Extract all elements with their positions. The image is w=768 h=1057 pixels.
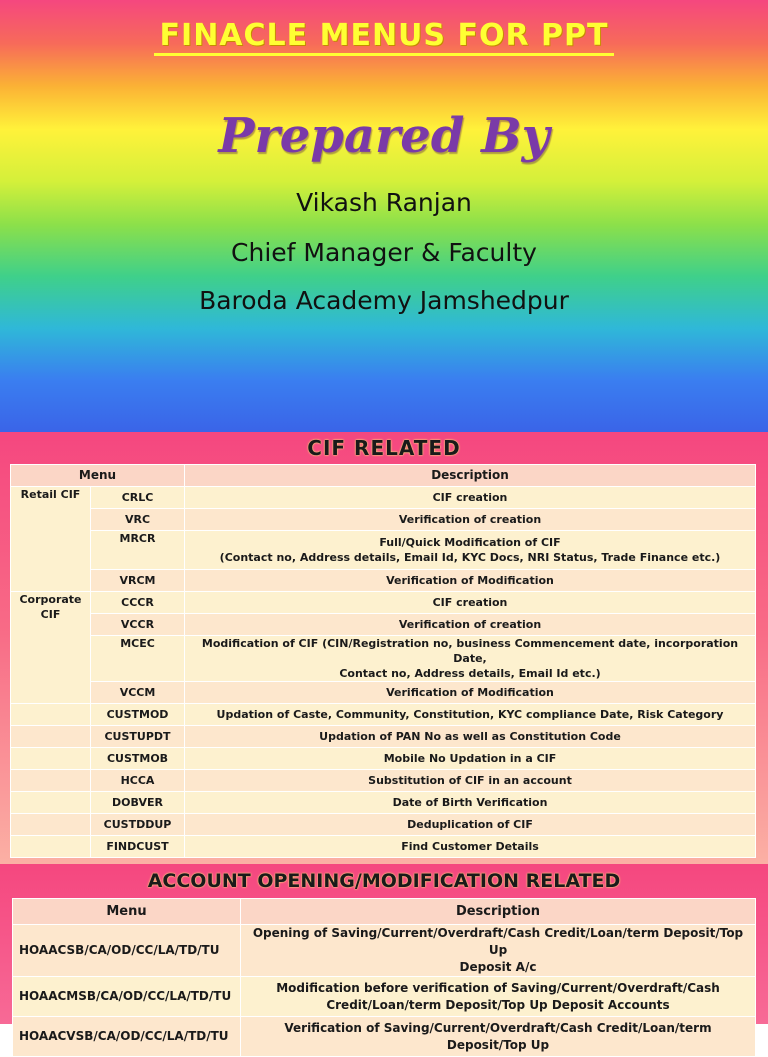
menu-description: CIF creation	[185, 487, 756, 509]
description-line: Deposit A/c	[459, 960, 537, 974]
description-line: Contact no, Address details, Email Id etc.)	[339, 667, 601, 680]
slide-title: FINACLE MENUS FOR PPT	[0, 18, 768, 53]
menu-description: Verification of creation	[185, 509, 756, 531]
menu-description: Mobile No Updation in a CIF	[185, 748, 756, 770]
account-heading: ACCOUNT OPENING/MODIFICATION RELATED	[147, 870, 621, 892]
account-opening-slide	[0, 864, 768, 1052]
menu-description: Updation of PAN No as well as Constitution Code	[185, 726, 756, 748]
description-line: Verification of Saving/Current/Overdraft/Cash Credit/Loan/term Deposit/Top Up	[284, 1020, 712, 1052]
author-role: Chief Manager & Faculty	[231, 238, 537, 267]
description-line: Opening of Saving/Current/Overdraft/Cash Credit/Loan/term Deposit/Top Up	[252, 926, 744, 957]
menu-description	[241, 1017, 756, 1057]
group-retail-cif: Retail CIF	[11, 487, 91, 592]
group-blank	[11, 792, 91, 814]
menu-code: CCCR	[91, 592, 185, 614]
table-row	[11, 836, 756, 858]
col-menu-header: Menu	[13, 899, 241, 925]
table-row	[11, 726, 756, 748]
table-row	[11, 770, 756, 792]
menu-code: VCCM	[91, 682, 185, 704]
menu-description: Verification of Modification	[185, 570, 756, 592]
menu-code: HCCA	[91, 770, 185, 792]
col-description-header: Description	[185, 465, 756, 487]
menu-code: CUSTMOD	[91, 704, 185, 726]
menu-code: VCCR	[91, 614, 185, 636]
group-corporate-cif: Corporate CIF	[11, 592, 91, 704]
description-line: Full/Quick Modification of CIF	[379, 536, 561, 549]
menu-code: FINDCUST	[91, 836, 185, 858]
menu-code: VRCM	[91, 570, 185, 592]
menu-description: Find Customer Details	[185, 836, 756, 858]
table-row	[11, 531, 756, 570]
menu-code: MRCR	[91, 531, 185, 570]
menu-description: CIF creation	[185, 592, 756, 614]
menu-code: MCEC	[91, 636, 185, 682]
col-description-header: Description	[241, 899, 756, 925]
cif-heading: CIF RELATED	[307, 436, 461, 460]
group-blank	[11, 704, 91, 726]
description-line: Modification before verification of Saving/Current/Overdraft/Cash	[276, 980, 720, 995]
menu-code: CUSTUPDT	[91, 726, 185, 748]
table-row	[13, 925, 756, 977]
menu-code: HOAACMSB/CA/OD/CC/LA/TD/TU	[13, 977, 241, 1017]
cif-menu-table	[10, 464, 756, 858]
menu-description: Substitution of CIF in an account	[185, 770, 756, 792]
menu-description	[241, 925, 756, 977]
table-row	[13, 1017, 756, 1057]
menu-code: CUSTMOB	[91, 748, 185, 770]
table-row	[11, 570, 756, 592]
menu-description	[185, 636, 756, 682]
menu-code: CUSTDDUP	[91, 814, 185, 836]
table-row	[13, 977, 756, 1017]
table-row	[11, 614, 756, 636]
menu-description: Verification of creation	[185, 614, 756, 636]
table-row	[11, 509, 756, 531]
menu-code: VRC	[91, 509, 185, 531]
table-row	[11, 814, 756, 836]
title-slide	[0, 0, 768, 432]
menu-code: CRLC	[91, 487, 185, 509]
table-row	[11, 636, 756, 682]
prepared-by-heading: Prepared By	[218, 108, 550, 164]
table-row	[11, 592, 756, 614]
table-row	[11, 704, 756, 726]
menu-description: Verification of Modification	[185, 682, 756, 704]
group-blank	[11, 836, 91, 858]
table-row	[11, 682, 756, 704]
table-row	[11, 748, 756, 770]
menu-description	[185, 531, 756, 570]
menu-description: Updation of Caste, Community, Constitution, KYC compliance Date, Risk Category	[185, 704, 756, 726]
group-blank	[11, 726, 91, 748]
menu-code: DOBVER	[91, 792, 185, 814]
author-name: Vikash Ranjan	[296, 188, 472, 217]
description-line: (Contact no, Address details, Email Id, KYC Docs, NRI Status, Trade Finance etc.)	[219, 551, 721, 564]
menu-description: Deduplication of CIF	[185, 814, 756, 836]
col-menu-header: Menu	[11, 465, 185, 487]
table-row	[11, 487, 756, 509]
group-blank	[11, 748, 91, 770]
author-organization: Baroda Academy Jamshedpur	[199, 286, 569, 315]
description-line: Modification of CIF (CIN/Registration no, business Commencement date, incorporation Date,	[201, 637, 739, 665]
menu-description	[241, 977, 756, 1017]
cif-related-slide	[0, 432, 768, 864]
menu-code: HOAACSB/CA/OD/CC/LA/TD/TU	[13, 925, 241, 977]
menu-description: Date of Birth Verification	[185, 792, 756, 814]
table-row	[11, 792, 756, 814]
group-blank	[11, 814, 91, 836]
description-line: Credit/Loan/term Deposit/Top Up Deposit Accounts	[326, 997, 670, 1012]
account-menu-table	[12, 898, 756, 1057]
menu-code: HOAACVSB/CA/OD/CC/LA/TD/TU	[13, 1017, 241, 1057]
group-blank	[11, 770, 91, 792]
